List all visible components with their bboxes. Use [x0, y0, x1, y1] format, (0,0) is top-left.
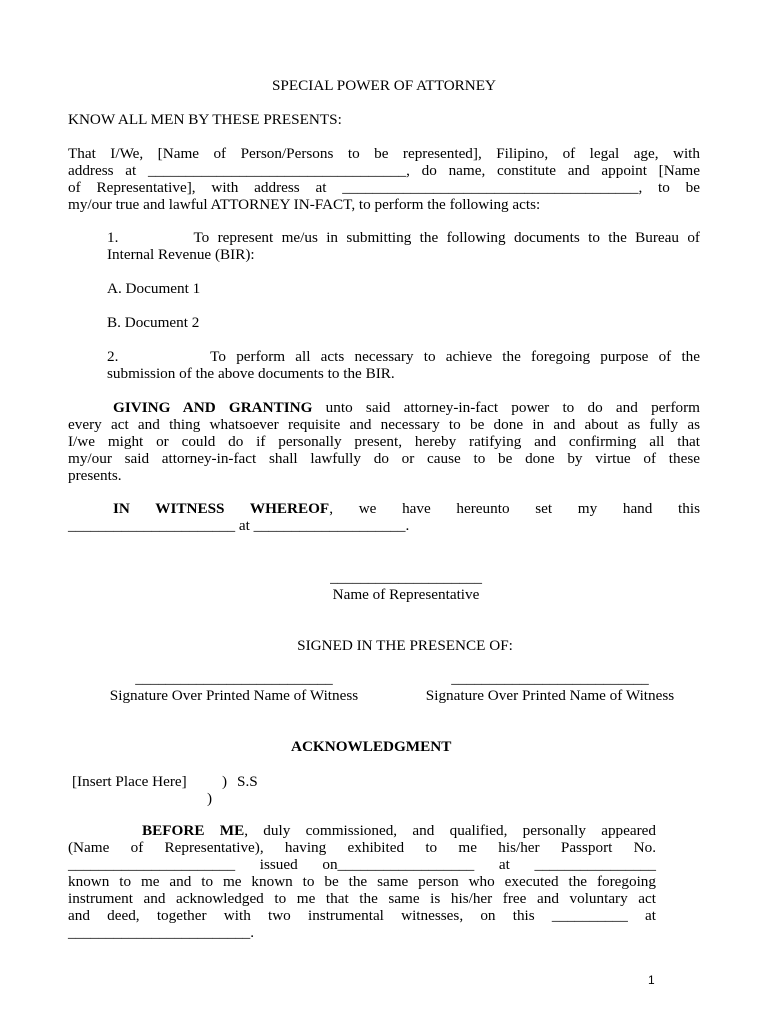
witness-whereof-paragraph [68, 500, 700, 534]
representative-name-label: Name of Representative [332, 586, 480, 603]
line-text: unto said attorney-in-fact power to do and perform [312, 399, 700, 416]
witness-2-signature-line: __________________________ [451, 670, 649, 687]
witness-1-signature-line: __________________________ [135, 670, 333, 687]
paragraph-line [68, 500, 700, 517]
paragraph-line: address at __________________________________, do name, constitute and appoint [Name [68, 162, 700, 179]
paragraph-line: (Name of Representative), having exhibited to me his/her Passport No. [68, 839, 656, 856]
document-title: SPECIAL POWER OF ATTORNEY [271, 77, 497, 94]
paragraph-line [68, 399, 700, 416]
signed-presence-heading: SIGNED IN THE PRESENCE OF: [297, 637, 513, 654]
intro-heading: KNOW ALL MEN BY THESE PRESENTS: [68, 111, 342, 128]
paragraph-line: I/we might or could do if personally present, hereby ratifying and confirming all that [68, 433, 700, 450]
paragraph-line [68, 822, 656, 839]
item-line: submission of the above documents to the BIR. [107, 365, 395, 382]
paragraph-line: ______________________ issued on__________________ at ________________ [68, 856, 656, 873]
venue-block [72, 773, 372, 809]
paragraph-line: and deed, together with two instrumental witnesses, on this __________ at [68, 907, 656, 924]
witness-2-label: Signature Over Printed Name of Witness [425, 687, 675, 704]
paragraph-line: known to me and to me known to be the same person who executed the foregoing [68, 873, 656, 890]
bold-phrase: BEFORE ME [142, 822, 245, 839]
act-item-1 [107, 229, 700, 263]
principal-paragraph [68, 145, 700, 213]
paragraph-line: my/our said attorney-in-fact shall lawfully do or cause to be done by virtue of these [68, 450, 700, 467]
before-me-paragraph [68, 822, 656, 941]
paragraph-line: of Representative], with address at _______________________________________, to be [68, 179, 700, 196]
item-line: 2. To perform all acts necessary to achieve the foregoing purpose of the [107, 348, 700, 365]
venue-place: [Insert Place Here] [72, 773, 187, 790]
paragraph-line: my/our true and lawful ATTORNEY IN-FACT, to perform the following acts: [68, 196, 541, 213]
witness-1-label: Signature Over Printed Name of Witness [109, 687, 359, 704]
bold-phrase: GIVING AND GRANTING [113, 399, 313, 416]
giving-granting-paragraph [68, 399, 700, 484]
paragraph-line: ______________________ at ____________________. [68, 517, 410, 534]
bold-phrase: IN WITNESS WHEREOF [113, 500, 330, 517]
representative-signature-line: ____________________ [330, 569, 482, 586]
act-item-2 [107, 348, 700, 382]
item-line: 1. To represent me/us in submitting the following documents to the Bureau of [107, 229, 700, 246]
document-b: B. Document 2 [107, 314, 200, 331]
page-number: 1 [648, 973, 655, 987]
venue-paren: ) [207, 790, 213, 807]
acknowledgment-heading: ACKNOWLEDGMENT [291, 738, 452, 755]
venue-paren: ) [222, 773, 228, 790]
line-text: , we have hereunto set my hand this [329, 500, 700, 517]
document-a: A. Document 1 [107, 280, 201, 297]
venue-ss: S.S [237, 773, 258, 790]
paragraph-line: instrument and acknowledged to me that the same is his/her free and voluntary act [68, 890, 656, 907]
line-text: , duly commissioned, and qualified, personally appeared [244, 822, 656, 839]
paragraph-line: every act and thing whatsoever requisite and necessary to be done in and about as fully as [68, 416, 700, 433]
paragraph-line: That I/We, [Name of Person/Persons to be represented], Filipino, of legal age, with [68, 145, 700, 162]
item-line: Internal Revenue (BIR): [107, 246, 255, 263]
paragraph-line: presents. [68, 467, 122, 484]
paragraph-line: ________________________. [68, 924, 255, 941]
